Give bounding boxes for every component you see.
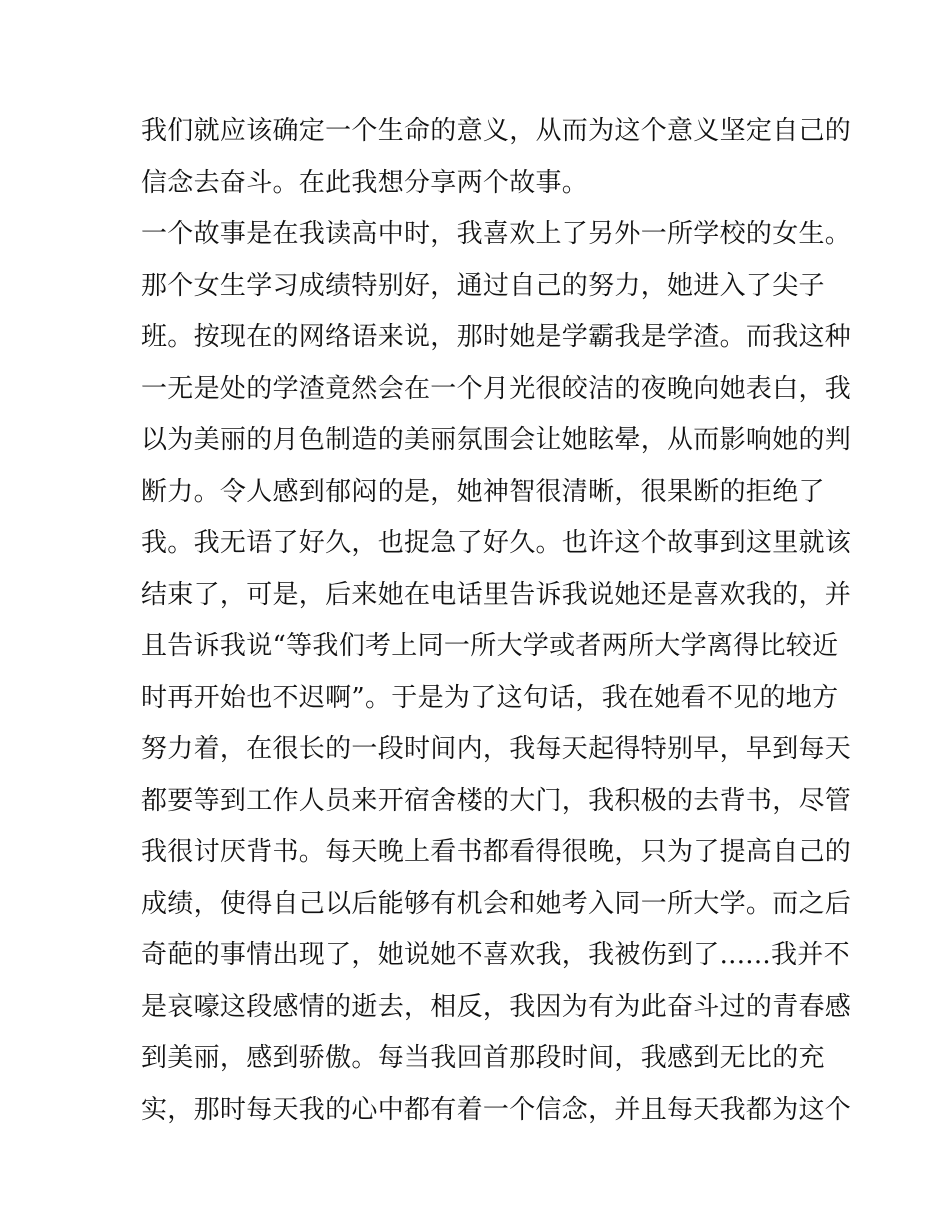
text-line: 努力着，在很长的一段时间内，我每天起得特别早，早到每天 (141, 734, 852, 764)
text-line: 我们就应该确定一个生命的意义，从而为这个意义坚定自己的 (141, 116, 852, 146)
text-line: 实，那时每天我的心中都有着一个信念，并且每天我都为这个 (141, 1094, 852, 1125)
text-line: 奇葩的事情出现了，她说她不喜欢我，我被伤到了......我并不 (141, 940, 850, 970)
body-text (141, 106, 852, 1136)
text-line: 我。我无语了好久，也捉急了好久。也许这个故事到这里就该 (141, 528, 852, 558)
text-line: 且告诉我说“等我们考上同一所大学或者两所大学离得比较近 (141, 631, 839, 661)
text-line: 一无是处的学渣竟然会在一个月光很皎洁的夜晚向她表白，我 (141, 373, 852, 404)
text-line: 时再开始也不迟啊”。于是为了这句话，我在她看不见的地方 (141, 682, 839, 713)
text-line: 一个故事是在我读高中时，我喜欢上了另外一所学校的女生。 (141, 219, 852, 249)
text-line: 成绩，使得自己以后能够有机会和她考入同一所大学。而之后 (141, 888, 852, 919)
text-line: 到美丽，感到骄傲。每当我回首那段时间，我感到无比的充 (141, 1043, 825, 1073)
text-line: 那个女生学习成绩特别好，通过自己的努力，她进入了尖子 (141, 270, 825, 301)
text-line: 班。按现在的网络语来说，那时她是学霸我是学渣。而我这种 (141, 322, 852, 352)
text-line: 断力。令人感到郁闷的是，她神智很清晰，很果断的拒绝了 (141, 476, 825, 507)
text-line: 信念去奋斗。在此我想分享两个故事。 (141, 167, 589, 198)
text-line: 是哀嚎这段感情的逝去，相反，我因为有为此奋斗过的青春感 (141, 991, 852, 1022)
text-line: 以为美丽的月色制造的美丽氛围会让她眩晕，从而影响她的判 (141, 425, 852, 455)
text-line: 我很讨厌背书。每天晚上看书都看得很晚，只为了提高自己的 (141, 837, 852, 867)
text-line: 都要等到工作人员来开宿舍楼的大门，我积极的去背书，尽管 (141, 785, 852, 816)
text-line: 结束了，可是，后来她在电话里告诉我说她还是喜欢我的，并 (141, 579, 852, 610)
